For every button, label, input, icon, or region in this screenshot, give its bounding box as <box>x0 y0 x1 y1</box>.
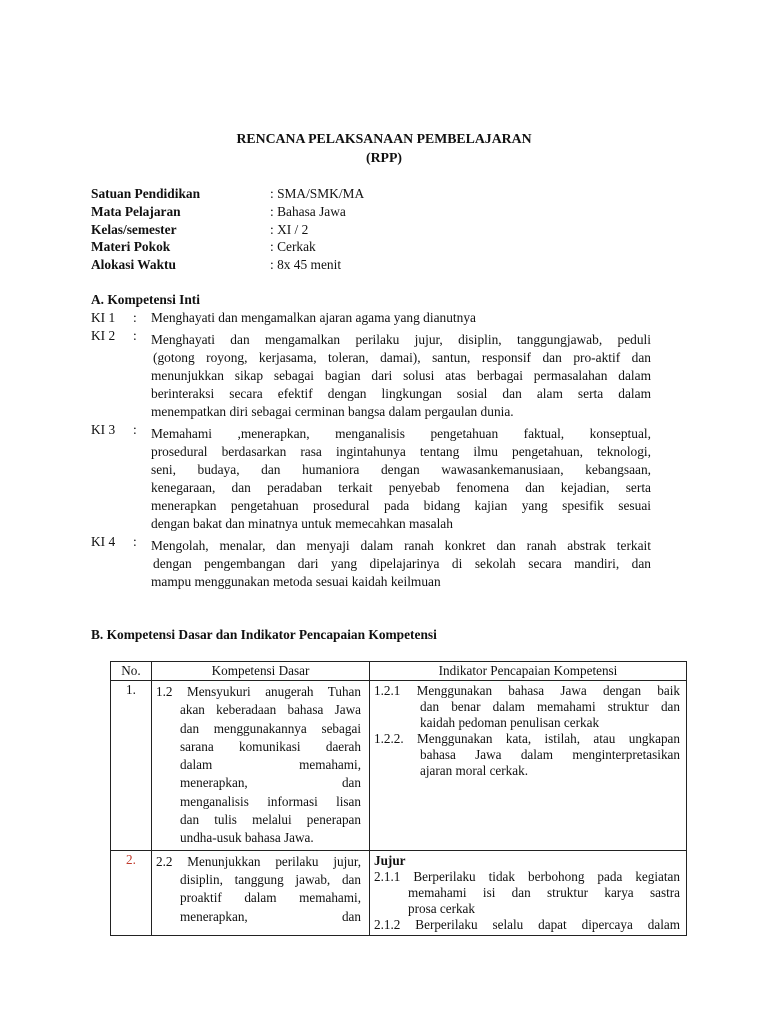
ipk-line: 1.2.1 Menggunakan bahasa Jawa dengan baik <box>374 683 680 698</box>
ipk-cell <box>370 681 687 851</box>
ipk-cell <box>370 850 687 935</box>
ki-label: KI 1 <box>91 310 116 325</box>
ki-text <box>151 425 651 533</box>
ki-line: (gotong royong, kerjasama, toleran, damai), santun, responsif dan pro-aktif dan <box>153 350 651 365</box>
document-title: RENCANA PELAKSANAAN PEMBELAJARAN <box>236 131 532 146</box>
ki-line: Menghayati dan mengamalkan ajaran agama yang dianutnya <box>151 310 476 325</box>
ki-text <box>151 537 651 591</box>
table-row <box>111 681 687 851</box>
ki-colon: : <box>133 310 137 325</box>
competency-table <box>110 661 687 936</box>
identity-label: Kelas/semester <box>91 222 177 237</box>
kd-cell <box>152 681 370 851</box>
ipk-line: ajaran moral cerkak. <box>420 763 528 778</box>
document-subtitle: (RPP) <box>365 150 402 165</box>
ipk-line: memahami isi dan struktur karya sastra <box>408 884 680 900</box>
kd-line: menganalisis informasi lisan <box>180 793 361 809</box>
column-header-no: No. <box>111 662 152 681</box>
ipk-line: prosa cerkak <box>408 900 475 916</box>
ki-line: menunjukkan sikap sebagai bagian dari solusi atas berbagai permasalahan dalam <box>151 368 651 383</box>
identity-label: Alokasi Waktu <box>91 257 176 272</box>
ipk-line: 2.1.1 Berperilaku tidak berbohong pada kegiatan <box>374 868 680 884</box>
kd-line: menerapkan, dan <box>180 775 361 791</box>
kd-line: menerapkan, dan <box>180 908 361 924</box>
ki-line: Memahami ,menerapkan, menganalisis pengetahuan faktual, konseptual, <box>151 426 651 441</box>
identity-value: : 8x 45 menit <box>270 257 342 272</box>
ki-colon: : <box>133 422 137 437</box>
row-number: 1. <box>111 681 152 851</box>
ipk-line: 1.2.2. Menggunakan kata, istilah, atau ungkapan <box>374 731 680 746</box>
ipk-line: dan benar dalam memahami struktur dan <box>420 699 680 714</box>
identity-value: : XI / 2 <box>270 222 309 237</box>
kd-line: 1.2 Mensyukuri anugerah Tuhan <box>156 684 361 699</box>
kd-line: disiplin, tanggung jawab, dan <box>180 871 361 887</box>
kd-line: sarana komunikasi daerah <box>180 738 361 754</box>
ki-line: prosedural berdasarkan rasa ingintahunya tentang ilmu pengetahuan, teknologi, <box>151 444 651 459</box>
ki-line: berinteraksi secara efektif dengan lingkungan sosial dan alam serta dalam <box>151 386 651 401</box>
ki-line: dengan bakat dan minatnya untuk memecahkan masalah <box>151 516 453 531</box>
ki-line: dengan pengembangan dari yang dipelajarinya di sekolah secara mandiri, dan <box>153 556 651 571</box>
section-a-heading: A. Kompetensi Inti <box>91 292 200 307</box>
section-b-heading: B. Kompetensi Dasar dan Indikator Pencapaian Kompetensi <box>91 627 437 642</box>
ipk-heading: Jujur <box>374 852 406 868</box>
ki-text <box>151 309 651 327</box>
ki-label: KI 4 <box>91 534 116 549</box>
ki-line: menerapkan pengetahuan prosedural pada bidang kajian yang spesifik sesuai <box>151 498 651 513</box>
ki-label: KI 3 <box>91 422 116 437</box>
kd-line: dan tulis melalui penerapan <box>180 812 361 828</box>
identity-label: Materi Pokok <box>91 239 171 254</box>
ki-line: menempatkan diri sebagai cerminan bangsa dalam pergaulan dunia. <box>151 404 514 419</box>
identity-value: : Cerkak <box>270 239 316 254</box>
kd-line: proaktif dalam memahami, <box>180 890 361 906</box>
ki-colon: : <box>133 328 137 343</box>
ki-line: kenegaraan, dan peradaban terkait penyebab fenomena dan kejadian, serta <box>151 480 651 495</box>
identity-label: Satuan Pendidikan <box>91 186 201 201</box>
identity-value: : Bahasa Jawa <box>270 204 346 219</box>
ipk-line: kaidah pedoman penulisan cerkak <box>420 715 600 730</box>
kd-line: dalam memahami, <box>180 757 361 773</box>
ki-line: Menghayati dan mengamalkan perilaku jujur, disiplin, tanggungjawab, peduli <box>151 332 651 347</box>
table-row <box>111 850 687 935</box>
ki-colon: : <box>133 534 137 549</box>
ki-line: seni, budaya, dan humaniora dengan wawasankemanusiaan, kebangsaan, <box>151 462 651 477</box>
ipk-line: 2.1.2 Berperilaku selalu dapat dipercaya dalam <box>374 916 680 932</box>
ki-text <box>151 331 651 421</box>
identity-value: : SMA/SMK/MA <box>270 186 365 201</box>
kd-line: 2.2 Menunjukkan perilaku jujur, <box>156 853 361 869</box>
ki-line: mampu menggunakan metoda sesuai kaidah keilmuan <box>151 574 441 589</box>
column-header-kd: Kompetensi Dasar <box>152 662 370 681</box>
kd-cell <box>152 850 370 935</box>
ipk-line: bahasa Jawa dalam menginterpretasikan <box>420 747 680 762</box>
ki-line: Mengolah, menalar, dan menyaji dalam ranah konkret dan ranah abstrak terkait <box>151 538 651 553</box>
table-header-row <box>111 662 687 681</box>
kd-line: akan keberadaan bahasa Jawa <box>180 702 361 718</box>
kd-line: dan menggunakannya sebagai <box>180 720 361 736</box>
row-number: 2. <box>111 850 152 935</box>
identity-label: Mata Pelajaran <box>91 204 181 219</box>
kd-line: undha-usuk bahasa Jawa. <box>180 830 314 846</box>
ki-label: KI 2 <box>91 328 116 343</box>
column-header-ipk: Indikator Pencapaian Kompetensi <box>370 662 687 681</box>
